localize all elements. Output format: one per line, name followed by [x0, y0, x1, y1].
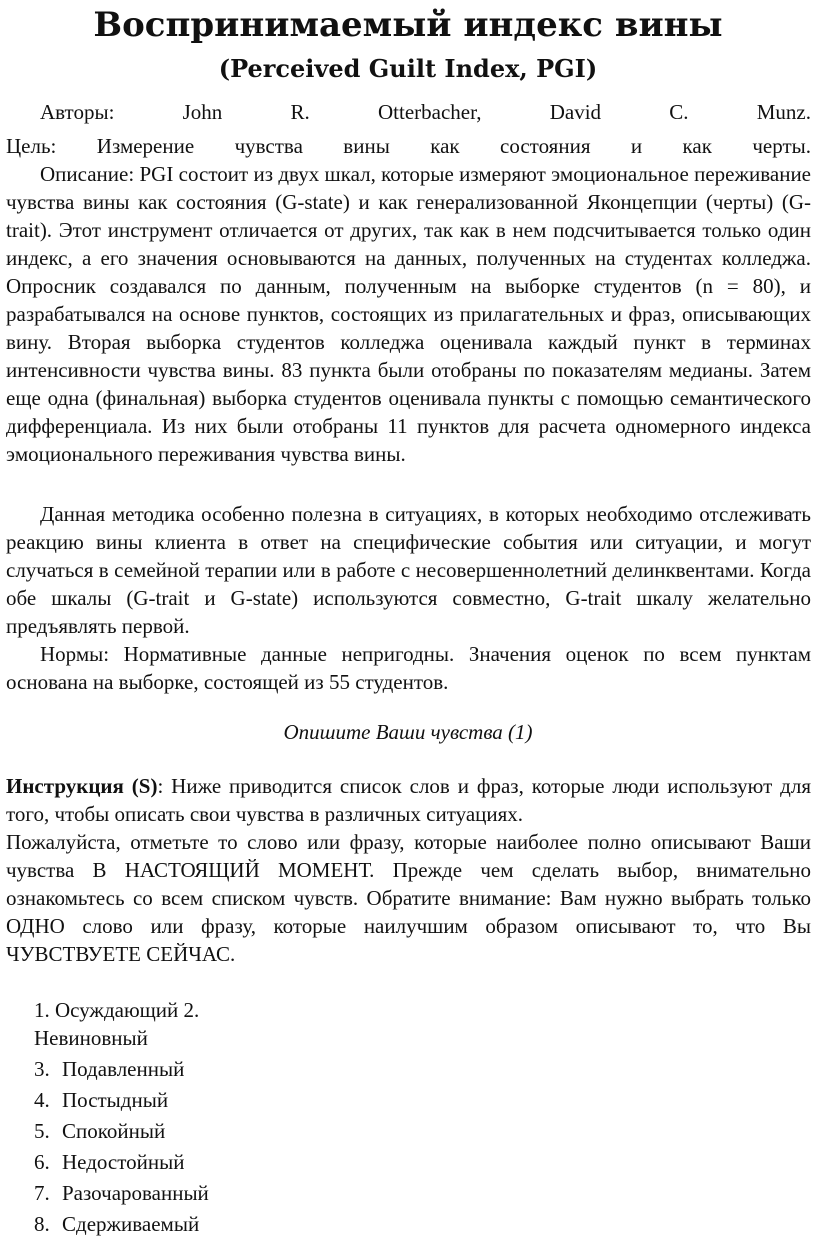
list-item: 8. Сдерживаемый — [34, 1212, 200, 1236]
description-paragraph: Описание: PGI состоит из двух шкал, которые измеряют эмоциональное переживание чувства вины как состояния (G-state) и как генерализованной Яконцепции (черты) (G-trait). Этот инструмент отличается от других, так как в нем подсчитывается только один индекс, а его значения основываются на данных, полученных на студентах колледжа. Опросник создавался по данным, полученным на выборке студентов (n = 80), и разрабатывался на основе пунктов, состоящих из прилагательных и фраз, описывающих вину. Вторая выборка студентов колледжа оценивала каждый пункт в терминах интенсивности чувства вины. 83 пункта были отобраны по показателям медианы. Затем еще одна (финальная) выборка студентов оценивала пункты с помощью семантического дифференциала. Из них были отобраны 11 пунктов для расчета одномерного индекса эмоционального переживания чувства вины. — [6, 162, 811, 466]
goal-line: Цель: Измерение чувства вины как состояния и как черты. — [6, 134, 811, 158]
instruction-paragraph-2: Пожалуйста, отметьте то слово или фразу, которые наиболее полно описывают Ваши чувства В НАСТОЯЩИЙ МОМЕНТ. Прежде чем сделать выбор, внимательно ознакомьтесь со всем списком чувств. Обратите внимание: Вам нужно выбрать только ОДНО слово или фразу, которые наилучшим образом описывают то, что Вы ЧУВСТВУЕТЕ СЕЙЧАС. — [6, 830, 811, 966]
list-item: 6. Недостойный — [34, 1150, 185, 1174]
list-item: 7. Разочарованный — [34, 1181, 209, 1205]
items-first-line: 1. Осуждающий 2. — [34, 998, 200, 1022]
feelings-list — [34, 1055, 354, 1241]
list-item: 4. Постыдный — [34, 1088, 169, 1112]
instruction-paragraph — [6, 772, 811, 828]
instruction-text: : Ниже приводится список слов и фраз, которые люди используют для того, чтобы описать свои чувства в различных ситуациях. — [6, 774, 811, 826]
items-second-line: Невиновный — [34, 1026, 148, 1050]
norms-paragraph: Нормы: Нормативные данные непригодны. Значения оценок по всем пунктам основана на выборке, состоящей из 55 студентов. — [6, 642, 811, 694]
instruction-label: Инструкция (S) — [6, 774, 158, 798]
page-subtitle: (Perceived Guilt Index, PGI) — [218, 54, 598, 83]
usage-paragraph: Данная методика особенно полезна в ситуациях, в которых необходимо отслеживать реакцию вины клиента в ответ на специфические события или ситуации, и могут случаться в семейной терапии или в работе с несовершеннолетний делинквентами. Когда обе шкалы (G-trait и G-state) используются совместно, G-trait шкалу желательно предъявлять первой. — [6, 502, 811, 638]
page-title: Воспринимаемый индекс вины — [93, 5, 723, 45]
list-item: 3. Подавленный — [34, 1057, 185, 1081]
section-heading: Опишите Ваши чувства (1) — [283, 720, 533, 744]
authors-line: Авторы: John R. Otterbacher, David C. Munz. — [40, 100, 811, 124]
list-item: 5. Спокойный — [34, 1119, 166, 1143]
